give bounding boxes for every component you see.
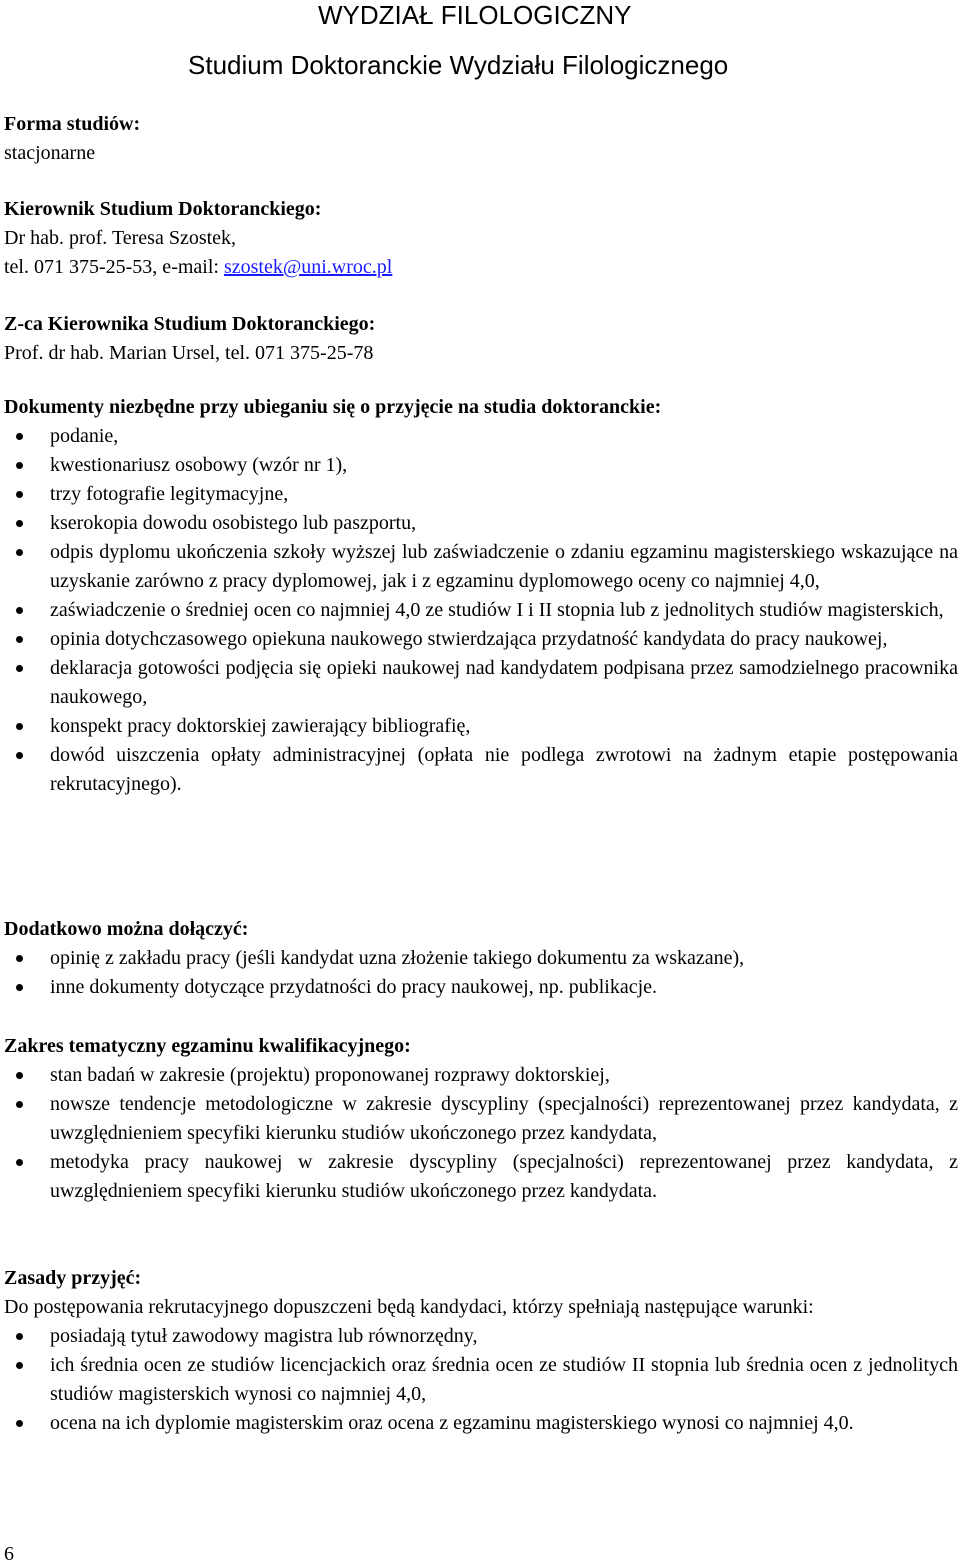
form-value: stacjonarne [4, 142, 96, 164]
documents-heading: Dokumenty niezbędne przy ubieganiu się o przyjęcie na studia doktoranckie: [4, 396, 662, 418]
list-item: opinię z zakładu pracy (jeśli kandydat uzna złożenie takiego dokumentu za wskazane), [4, 944, 958, 973]
list-item: inne dokumenty dotyczące przydatności do pracy naukowej, np. publikacje. [4, 973, 958, 1002]
list-item: trzy fotografie legitymacyjne, [4, 480, 958, 509]
rules-list [4, 1322, 958, 1438]
list-item: dowód uiszczenia opłaty administracyjnej (opłata nie podlega zwrotowi na żadnym etapie postępowania rekrutacyjnego). [4, 741, 958, 799]
additional-heading: Dodatkowo można dołączyć: [4, 918, 249, 940]
rules-heading: Zasady przyjęć: [4, 1267, 142, 1289]
exam-heading: Zakres tematyczny egzaminu kwalifikacyjnego: [4, 1035, 411, 1057]
deputy-name: Prof. dr hab. Marian Ursel, tel. 071 375-25-78 [4, 342, 374, 364]
director-section [4, 195, 958, 282]
list-item: kwestionariusz osobowy (wzór nr 1), [4, 451, 958, 480]
director-email-link[interactable]: szostek@uni.wroc.pl [223, 256, 393, 278]
list-item: ich średnia ocen ze studiów licencjackich oraz średnia ocen ze studiów II stopnia lub średnia ocen z jednolitych studiów magisterskich wynosi co najmniej 4,0, [4, 1351, 958, 1409]
documents-section [4, 393, 958, 799]
list-item: zaświadczenie o średniej ocen co najmniej 4,0 ze studiów I i II stopnia lub z jednolitych studiów magisterskich, [4, 596, 958, 625]
deputy-section [4, 310, 958, 368]
director-phone: tel. 071 375-25-53, e-mail: [4, 256, 224, 278]
exam-list [4, 1061, 958, 1206]
list-item: podanie, [4, 422, 958, 451]
list-item: ocena na ich dyplomie magisterskim oraz ocena z egzaminu magisterskiego wynosi co najmniej 4,0. [4, 1409, 958, 1438]
list-item: nowsze tendencje metodologiczne w zakresie dyscypliny (specjalności) reprezentowanej przez kandydata, z uwzględnieniem specyfiki kierunku studiów ukończonego przez kandydata, [4, 1090, 958, 1148]
form-section [4, 110, 958, 168]
additional-list [4, 944, 958, 1002]
additional-section [4, 915, 958, 1002]
list-item: posiadają tytuł zawodowy magistra lub równorzędny, [4, 1322, 958, 1351]
rules-section [4, 1264, 958, 1438]
list-item: stan badań w zakresie (projektu) proponowanej rozprawy doktorskiej, [4, 1061, 958, 1090]
list-item: opinia dotychczasowego opiekuna naukowego stwierdzająca przydatność kandydata do pracy naukowej, [4, 625, 958, 654]
director-label: Kierownik Studium Doktoranckiego: [4, 198, 322, 220]
director-name: Dr hab. prof. Teresa Szostek, [4, 227, 237, 249]
documents-list [4, 422, 958, 799]
deputy-label: Z-ca Kierownika Studium Doktoranckiego: [4, 313, 376, 335]
list-item: kserokopia dowodu osobistego lub paszportu, [4, 509, 958, 538]
exam-section [4, 1032, 958, 1206]
list-item: deklaracja gotowości podjęcia się opieki naukowej nad kandydatem podpisana przez samodzielnego pracownika naukowego, [4, 654, 958, 712]
form-label: Forma studiów: [4, 113, 141, 135]
studium-title: Studium Doktoranckie Wydziału Filologicznego [188, 50, 729, 80]
list-item: metodyka pracy naukowej w zakresie dyscypliny (specjalności) reprezentowanej przez kandydata, z uwzględnieniem specyfiki kierunku studiów ukończonego przez kandydata. [4, 1148, 958, 1206]
list-item: odpis dyplomu ukończenia szkoły wyższej lub zaświadczenie o zdaniu egzaminu magisterskiego wskazujące na uzyskanie zarówno z pracy dyplomowej, jak i z egzaminu dyplomowego oceny co najmniej 4,0, [4, 538, 958, 596]
director-contact [4, 253, 958, 282]
faculty-title: WYDZIAŁ FILOLOGICZNY [318, 0, 632, 30]
page-number: 6 [4, 1543, 14, 1565]
rules-intro: Do postępowania rekrutacyjnego dopuszczeni będą kandydaci, którzy spełniają następujące warunki: [4, 1296, 814, 1318]
list-item: konspekt pracy doktorskiej zawierający bibliografię, [4, 712, 958, 741]
